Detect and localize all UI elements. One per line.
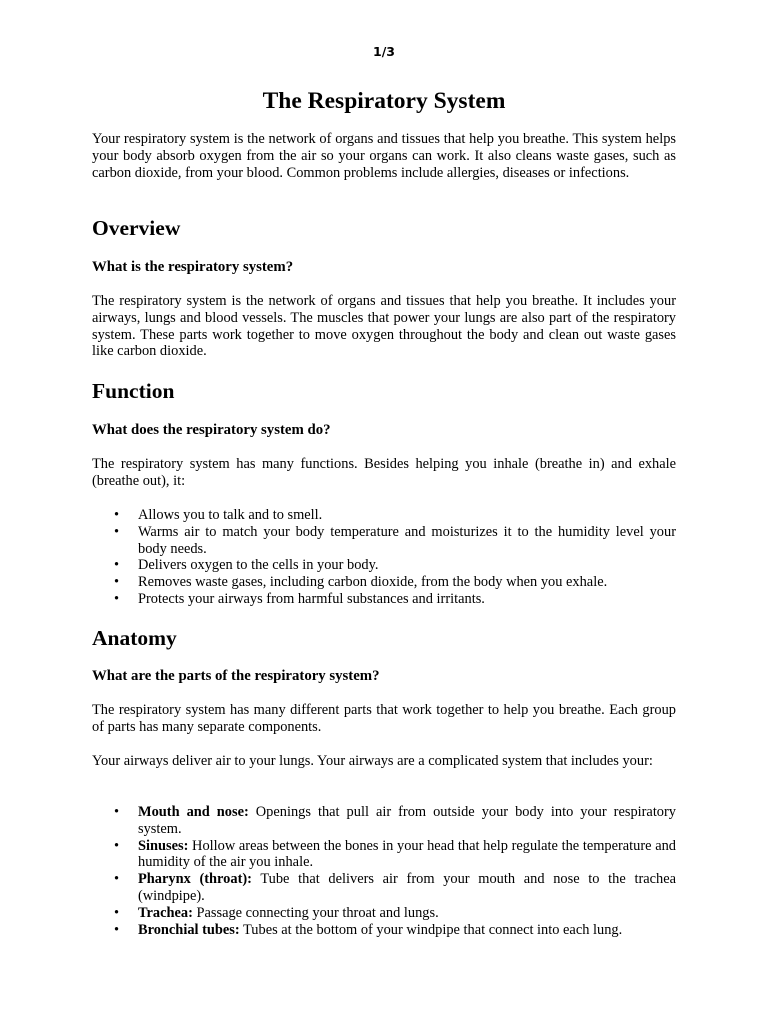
- list-item: • Protects your airways from harmful substances and irritants.: [92, 591, 676, 608]
- anatomy-heading: Anatomy: [92, 626, 177, 650]
- function-list: [92, 507, 676, 608]
- list-item: • Delivers oxygen to the cells in your body.: [92, 557, 676, 574]
- item-term: Trachea:: [138, 904, 193, 921]
- list-item: • Removes waste gases, including carbon dioxide, from the body when you exhale.: [92, 574, 676, 591]
- list-item: • Warms air to match your body temperature and moisturizes it to the humidity level your body needs.: [92, 524, 676, 558]
- anatomy-paragraph-1: The respiratory system has many different parts that work together to help you breathe. Each group of parts has many separate components.: [92, 702, 676, 735]
- item-text: Tube that delivers air from your mouth and nose to the trachea (windpipe).: [138, 871, 676, 904]
- list-item: [92, 905, 676, 922]
- overview-heading: Overview: [92, 216, 181, 240]
- function-subheading: What does the respiratory system do?: [92, 422, 331, 438]
- page-number: 1/3: [373, 44, 395, 59]
- item-term: Bronchial tubes:: [138, 921, 240, 938]
- function-heading: Function: [92, 379, 175, 403]
- item-term: Mouth and nose:: [138, 804, 249, 820]
- item-text: Tubes at the bottom of your windpipe that connect into each lung.: [239, 921, 623, 938]
- item-term: Pharynx (throat):: [138, 871, 252, 888]
- list-item: • Allows you to talk and to smell.: [92, 507, 676, 524]
- list-item: [92, 871, 676, 905]
- anatomy-paragraph-2: Your airways deliver air to your lungs. Your airways are a complicated system that includes your:: [92, 753, 653, 769]
- overview-paragraph: The respiratory system is the network of organs and tissues that help you breathe. It includes your airways, lungs and blood vessels. The muscles that power your lungs are also part of the respiratory system. These parts work together to move oxygen throughout the body and clean out waste gases like carbon dioxide.: [92, 293, 676, 360]
- item-term: Sinuses:: [138, 837, 189, 854]
- document-title: The Respiratory System: [262, 88, 506, 114]
- list-item: [92, 838, 676, 872]
- airways-list: [92, 804, 676, 938]
- item-text: Passage connecting your throat and lungs.: [192, 904, 439, 921]
- list-item: [92, 804, 676, 838]
- item-text: Openings that pull air from outside your body into your respiratory system.: [138, 804, 676, 837]
- anatomy-subheading: What are the parts of the respiratory system?: [92, 668, 380, 684]
- function-paragraph: The respiratory system has many functions. Besides helping you inhale (breathe in) and exhale (breathe out), it:: [92, 456, 676, 489]
- intro-paragraph: Your respiratory system is the network of organs and tissues that help you breathe. This system helps your body absorb oxygen from the air so your organs can work. It also cleans waste gases, such as carbon dioxide, from your blood. Common problems include allergies, diseases or infections.: [92, 131, 676, 181]
- item-text: Hollow areas between the bones in your head that help regulate the temperature and humidity of the air you inhale.: [138, 837, 676, 871]
- list-item: [92, 922, 676, 939]
- overview-subheading: What is the respiratory system?: [92, 259, 294, 275]
